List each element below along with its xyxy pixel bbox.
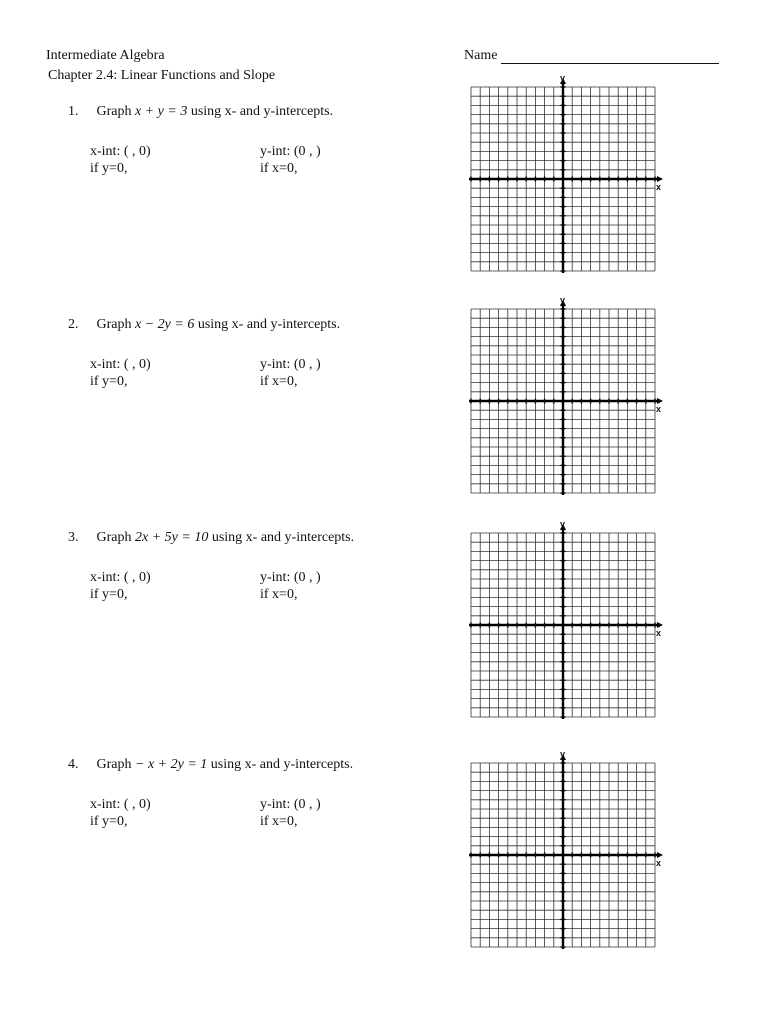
problem-prompt — [68, 530, 448, 546]
y-axis-label: y — [560, 519, 566, 529]
y-intercept-label: y-int: (0 , ) — [260, 357, 321, 372]
coordinate-grid-2[interactable] — [468, 295, 668, 505]
x-axis-label: x — [656, 182, 662, 192]
coordinate-grid-1[interactable] — [468, 73, 668, 283]
problem-number: 4. — [68, 757, 79, 772]
problem-prompt — [68, 757, 448, 773]
y-axis-label: y — [560, 749, 566, 759]
equation: − x + 2y = 1 — [135, 757, 208, 772]
problem-number: 2. — [68, 317, 79, 332]
y-intercept-label: y-int: (0 , ) — [260, 144, 321, 159]
prompt-suffix: using x- and y-intercepts. — [197, 317, 341, 332]
prompt-suffix: using x- and y-intercepts. — [210, 757, 354, 772]
x-intercept-condition: if y=0, — [90, 814, 128, 829]
y-intercept-condition: if x=0, — [260, 814, 298, 829]
y-intercept-condition: if x=0, — [260, 374, 298, 389]
y-intercept-condition: if x=0, — [260, 161, 298, 176]
coordinate-grid-4[interactable] — [468, 749, 668, 959]
grid-canvas[interactable] — [468, 519, 668, 729]
equation: x − 2y = 6 — [135, 317, 195, 332]
equation: x + y = 3 — [135, 104, 188, 119]
y-intercept-label: y-int: (0 , ) — [260, 570, 321, 585]
x-intercept-label: x-int: ( , 0) — [90, 144, 151, 159]
name-label: Name — [464, 48, 498, 63]
grid-canvas[interactable] — [468, 73, 668, 283]
course-title: Intermediate Algebra — [46, 48, 165, 63]
x-intercept-condition: if y=0, — [90, 587, 128, 602]
prompt-prefix: Graph — [96, 317, 132, 332]
problem-prompt — [68, 317, 448, 333]
coordinate-grid-3[interactable] — [468, 519, 668, 729]
prompt-suffix: using x- and y-intercepts. — [211, 530, 355, 545]
y-axis-label: y — [560, 295, 566, 305]
prompt-suffix: using x- and y-intercepts. — [190, 104, 334, 119]
grid-canvas[interactable] — [468, 749, 668, 959]
x-intercept-condition: if y=0, — [90, 374, 128, 389]
x-axis-label: x — [656, 628, 662, 638]
chapter-title: Chapter 2.4: Linear Functions and Slope — [48, 68, 276, 83]
grid-canvas[interactable] — [468, 295, 668, 505]
problem-prompt — [68, 104, 448, 120]
problem-number: 1. — [68, 104, 79, 119]
equation: 2x + 5y = 10 — [135, 530, 209, 545]
x-intercept-label: x-int: ( , 0) — [90, 357, 151, 372]
x-axis-label: x — [656, 404, 662, 414]
problem-2 — [68, 317, 448, 391]
prompt-prefix: Graph — [96, 757, 132, 772]
name-blank-line[interactable] — [501, 49, 719, 64]
problem-number: 3. — [68, 530, 79, 545]
problem-3 — [68, 530, 448, 604]
name-field[interactable] — [464, 48, 719, 64]
problem-1 — [68, 104, 448, 178]
prompt-prefix: Graph — [96, 104, 132, 119]
prompt-prefix: Graph — [96, 530, 132, 545]
y-axis-label: y — [560, 73, 566, 83]
x-intercept-condition: if y=0, — [90, 161, 128, 176]
x-intercept-label: x-int: ( , 0) — [90, 797, 151, 812]
problem-4 — [68, 757, 448, 831]
x-axis-label: x — [656, 858, 662, 868]
y-intercept-condition: if x=0, — [260, 587, 298, 602]
x-intercept-label: x-int: ( , 0) — [90, 570, 151, 585]
y-intercept-label: y-int: (0 , ) — [260, 797, 321, 812]
